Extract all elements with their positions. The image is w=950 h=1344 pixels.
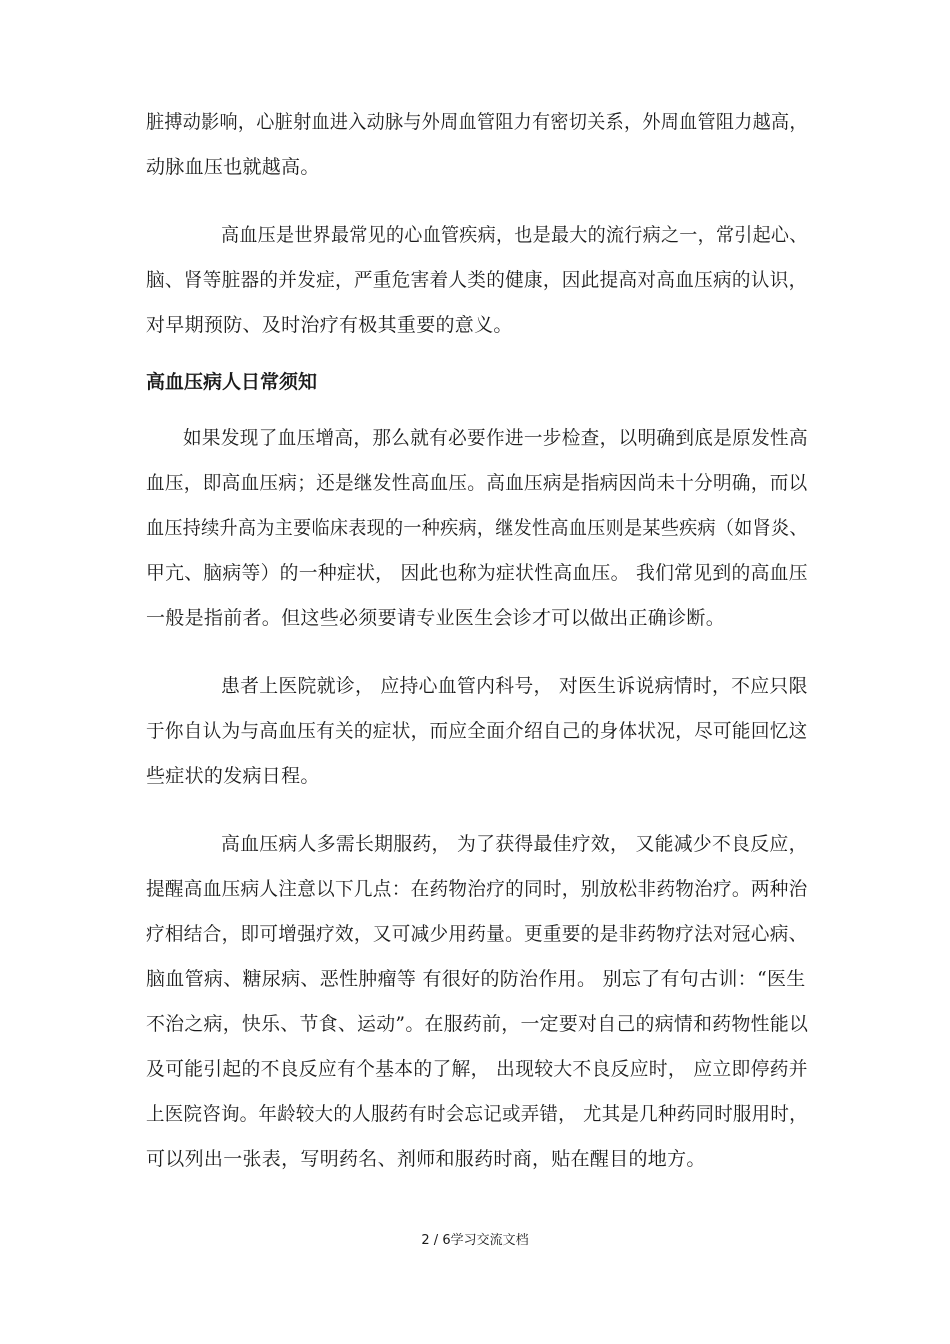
paragraph-line: 上医院咨询。年龄较大的人服药有时会忘记或弄错， 尤其是几种药同时服用时， (146, 1103, 808, 1125)
section-heading: 高血压病人日常须知 (146, 371, 318, 393)
paragraph-line: 些症状的发病日程。 (146, 765, 320, 787)
paragraph-line: 脏搏动影响，心脏射血进入动脉与外周血管阻力有密切关系，外周血管阻力越高， (146, 111, 808, 133)
paragraph-line: 动脉血压也就越高。 (146, 156, 320, 178)
paragraph-line: 于你自认为与高血压有关的症状，而应全面介绍自己的身体状况，尽可能回忆这 (146, 720, 808, 742)
paragraph-line: 脑血管病、糖尿病、恶性肿瘤等 有很好的防治作用。 别忘了有句古训：“医生 (146, 968, 806, 990)
page-footer: 2 / 6学习交流文档 (421, 1233, 529, 1248)
paragraph-line: 及可能引起的不良反应有个基本的了解， 出现较大不良反应时， 应立即停药并 (146, 1058, 808, 1080)
paragraph-line: 疗相结合，即可增强疗效，又可减少用药量。更重要的是非药物疗法对冠心病、 (146, 923, 808, 945)
paragraph-line: 甲亢、脑病等）的一种症状， 因此也称为症状性高血压。 我们常见到的高血压 (146, 562, 808, 584)
paragraph-line: 如果发现了血压增高，那么就有必要作进一步检查，以明确到底是原发性高 (183, 427, 808, 449)
paragraph-line: 血压，即高血压病；还是继发性高血压。高血压病是指病因尚未十分明确，而以 (146, 472, 808, 494)
paragraph-line: 对早期预防、及时治疗有极其重要的意义。 (146, 314, 513, 336)
paragraph-line: 血压持续升高为主要临床表现的一种疾病，继发性高血压则是某些疾病（如肾炎、 (146, 517, 808, 539)
paragraph-line: 脑、肾等脏器的并发症，严重危害着人类的健康，因此提高对高血压病的认识， (146, 269, 808, 291)
paragraph-line: 高血压病人多需长期服药， 为了获得最佳疗效， 又能减少不良反应， (221, 833, 808, 855)
paragraph-line: 可以列出一张表，写明药名、剂师和服药时商，贴在醒目的地方。 (146, 1148, 706, 1170)
paragraph-line: 不治之病，快乐、节食、运动”。在服药前，一定要对自己的病情和药物性能以 (146, 1013, 809, 1035)
paragraph-line: 一般是指前者。但这些必须要请专业医生会诊才可以做出正确诊断。 (146, 607, 726, 629)
paragraph-line: 高血压是世界最常见的心血管疾病，也是最大的流行病之一，常引起心、 (221, 224, 808, 246)
paragraph-line: 提醒高血压病人注意以下几点：在药物治疗的同时，别放松非药物治疗。两种治 (146, 878, 808, 900)
paragraph-line: 患者上医院就诊， 应持心血管内科号， 对医生诉说病情时，不应只限 (221, 675, 808, 697)
